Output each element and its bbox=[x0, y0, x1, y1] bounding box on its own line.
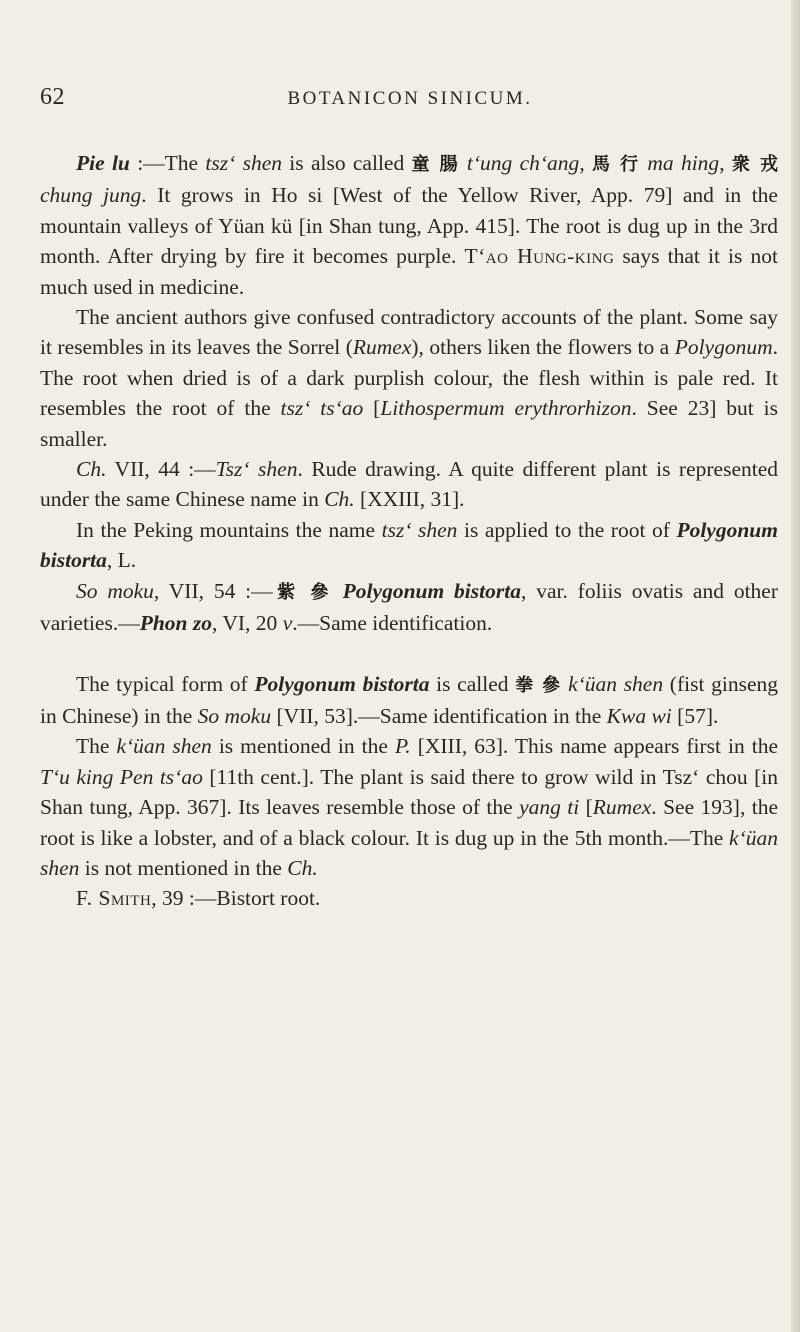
italic-term: k‘üan shen bbox=[568, 671, 664, 696]
text-segment: , bbox=[719, 151, 732, 175]
italic-term: chung jung bbox=[40, 183, 142, 208]
text-segment: :—The bbox=[129, 151, 206, 175]
text-segment: is applied to the root of bbox=[457, 517, 677, 542]
italic-term: tsz‘ ts‘ao bbox=[280, 396, 364, 421]
text-segment bbox=[333, 579, 343, 603]
bold-italic-term: Polygonum bistorta bbox=[40, 517, 778, 573]
italic-term: tsz‘ shen bbox=[381, 517, 458, 542]
italic-term: Ch. bbox=[287, 855, 318, 880]
paragraph-ancient-authors bbox=[40, 302, 778, 454]
chinese-characters: 紫 參 bbox=[272, 581, 333, 603]
italic-term: So moku bbox=[197, 703, 272, 728]
paragraph-typical-form bbox=[40, 669, 778, 732]
italic-term: Lithospermum erythrorhizon bbox=[380, 396, 632, 421]
text-segment: says that it is not much used in medicine. bbox=[40, 244, 778, 299]
body-text bbox=[40, 148, 778, 914]
text-segment: [XXIII, 31]. bbox=[354, 487, 465, 512]
text-segment: , L. bbox=[106, 548, 137, 573]
text-segment: , 39 :—Bistort root. bbox=[151, 886, 321, 911]
italic-term: So moku bbox=[76, 578, 154, 603]
italic-term: Rumex bbox=[352, 335, 412, 360]
chinese-characters: 衆 戎 bbox=[731, 154, 779, 175]
text-segment: .—Same identification. bbox=[292, 611, 493, 636]
page-header bbox=[40, 84, 780, 114]
italic-term: t‘ung ch‘ang bbox=[466, 151, 580, 175]
chinese-characters: 拳 參 bbox=[515, 674, 562, 696]
page-edge bbox=[791, 0, 800, 1332]
text-segment: [57]. bbox=[671, 703, 719, 728]
italic-term: v bbox=[282, 611, 293, 636]
bold-italic-term: Phon zo bbox=[139, 611, 212, 636]
bold-italic-term: Pie lu bbox=[76, 151, 130, 175]
author-name: T‘ao Hung-king bbox=[464, 244, 615, 269]
text-segment: . Rude drawing. A quite different plant is represented under the same Chinese name in bbox=[40, 457, 779, 512]
bold-italic-term: Polygonum bistorta bbox=[342, 578, 521, 603]
text-segment: [ bbox=[363, 396, 381, 421]
text-segment: is also called bbox=[282, 151, 412, 175]
text-segment: , var. foliis ovatis and other varieties.— bbox=[40, 578, 778, 636]
paragraph-smith bbox=[40, 883, 778, 913]
italic-term: ma hing bbox=[647, 151, 720, 175]
text-segment: (fist ginseng in Chinese) in the bbox=[40, 671, 778, 728]
chinese-characters: 馬 行 bbox=[592, 154, 641, 175]
text-segment: The ancient authors give confused contradictory accounts of the plant. Some say it resembles in its leaves the Sorrel ( bbox=[40, 305, 778, 360]
italic-term: Rumex bbox=[592, 795, 652, 820]
text-segment: The bbox=[76, 734, 117, 759]
italic-term: P. bbox=[394, 734, 411, 759]
text-segment: [VII, 53].—Same identification in the bbox=[271, 703, 607, 728]
text-segment: . See 193], the root is like a lobster, and of a black colour. It is dug up in the 5th month.—The bbox=[40, 795, 778, 850]
paragraph-kuan-shen bbox=[40, 731, 778, 883]
author-name: F. Smith bbox=[76, 886, 152, 911]
italic-term: Polygonum bbox=[674, 335, 773, 360]
italic-term: Ch. bbox=[324, 487, 355, 512]
paragraph-pie-lu bbox=[40, 148, 778, 302]
text-segment: is called bbox=[429, 671, 516, 696]
text-segment: The typical form of bbox=[76, 671, 255, 696]
text-segment: is mentioned in the bbox=[211, 734, 395, 759]
text-segment: [ bbox=[579, 795, 593, 820]
italic-term: tsz‘ shen bbox=[205, 151, 282, 175]
text-segment: , bbox=[579, 151, 592, 175]
text-segment: , VII, 54 :— bbox=[153, 578, 273, 603]
text-segment: . The root when dried is of a dark purplish colour, the flesh within is pale red. It resembles the root of the bbox=[40, 335, 778, 421]
running-title: BOTANICON SINICUM. bbox=[287, 88, 533, 109]
text-segment: VII, 44 :— bbox=[106, 457, 216, 482]
paragraph-peking bbox=[40, 515, 778, 576]
italic-term: k‘üan shen bbox=[116, 734, 212, 759]
text-segment bbox=[460, 151, 467, 175]
italic-term: Tsz‘ shen bbox=[215, 457, 298, 482]
italic-term: T‘u king Pen ts‘ao bbox=[40, 764, 203, 789]
text-segment: [XIII, 63]. This name appears first in the bbox=[410, 734, 778, 759]
text-segment: [11th cent.]. The plant is said there to grow wild in Tsz‘ chou [in Shan tung, App. 367]. Its leaves resemble those of the bbox=[40, 764, 778, 820]
bold-italic-term: Polygonum bistorta bbox=[254, 671, 430, 696]
italic-term: k‘üan shen bbox=[40, 825, 778, 880]
paragraph-so-moku bbox=[40, 576, 778, 639]
italic-term: Ch. bbox=[76, 457, 107, 482]
text-segment: . It grows in Ho si [West of the Yellow River, App. 79] and in the mountain valleys of Yüan kü [in Shan tung, App. 415]. The root is dug up in the 3rd month. After drying by fire it becomes purple. bbox=[40, 183, 778, 269]
italic-term: Kwa wi bbox=[606, 703, 672, 728]
text-segment: is not mentioned in the bbox=[79, 855, 288, 880]
page-number: 62 bbox=[40, 84, 65, 110]
chinese-characters: 童 腸 bbox=[411, 154, 460, 175]
text-segment: In the Peking mountains the name bbox=[76, 517, 382, 542]
text-segment: , VI, 20 bbox=[212, 611, 283, 636]
text-segment: . See 23] but is smaller. bbox=[40, 396, 778, 451]
paragraph-ch-vii bbox=[40, 454, 778, 515]
italic-term: yang ti bbox=[519, 795, 580, 820]
text-segment: ), others liken the flowers to a bbox=[411, 335, 675, 360]
